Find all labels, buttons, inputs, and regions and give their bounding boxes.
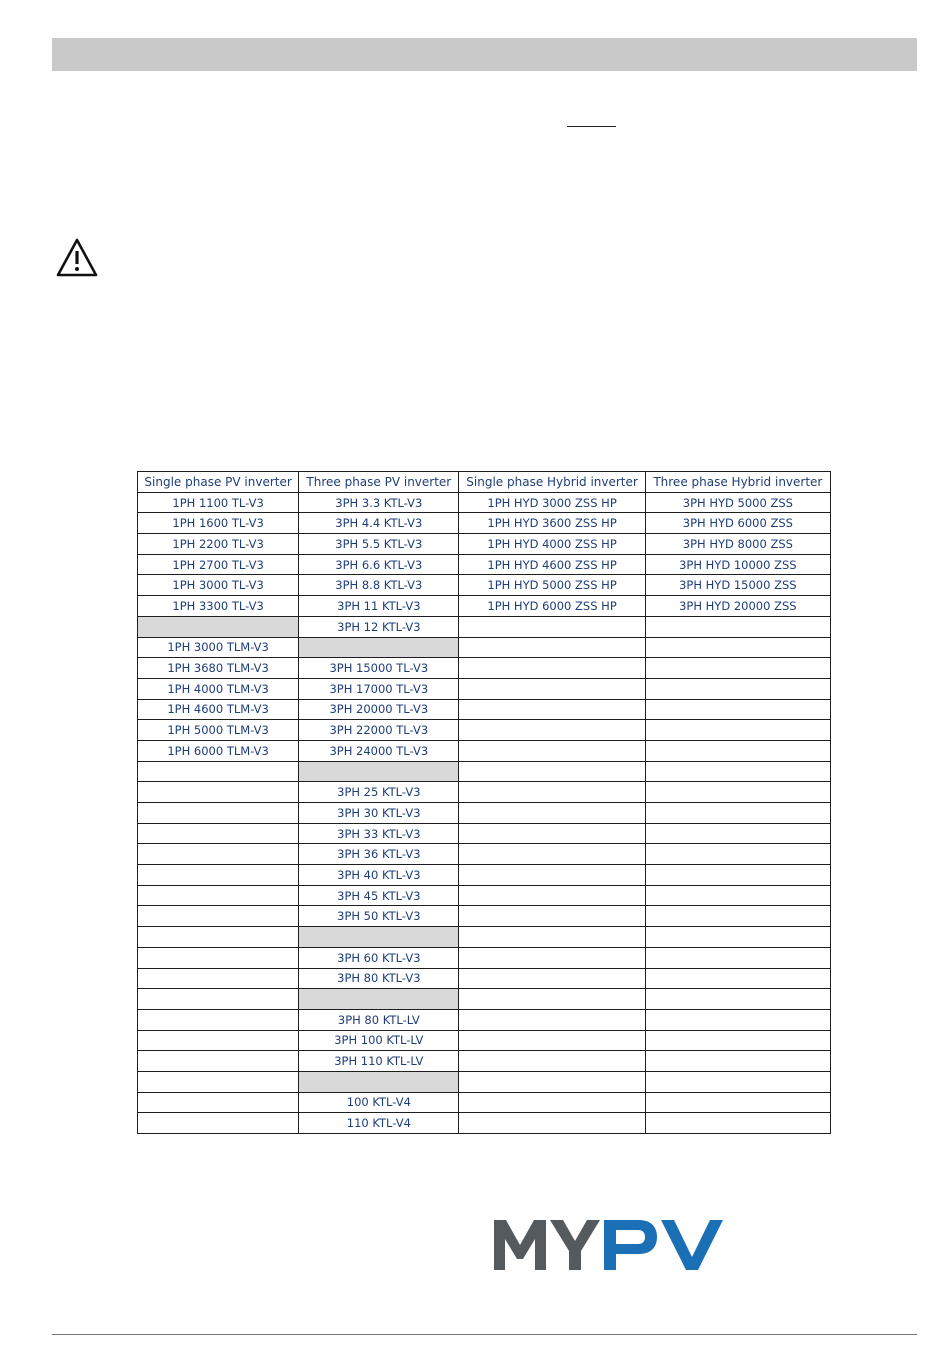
table-cell (645, 865, 830, 886)
table-cell (459, 782, 645, 803)
table-cell (645, 1051, 830, 1072)
table-row (138, 885, 831, 906)
table-cell (299, 1071, 459, 1092)
table-body (138, 492, 831, 1133)
table-cell (138, 782, 299, 803)
footer-rule (52, 1334, 917, 1335)
table-row (138, 1030, 831, 1051)
table-cell (138, 823, 299, 844)
table-cell: 1PH 4600 TLM-V3 (138, 699, 299, 720)
table-cell: 3PH HYD 6000 ZSS (645, 513, 830, 534)
column-header: Single phase Hybrid inverter (459, 472, 645, 493)
table-cell (645, 823, 830, 844)
underline-rule (567, 126, 616, 127)
table-cell: 3PH 11 KTL-V3 (299, 596, 459, 617)
table-cell (138, 865, 299, 886)
table-row (138, 720, 831, 741)
table-cell (645, 761, 830, 782)
column-header: Single phase PV inverter (138, 472, 299, 493)
table-cell: 1PH HYD 3000 ZSS HP (459, 492, 645, 513)
table-cell (138, 803, 299, 824)
table-cell (645, 658, 830, 679)
table-cell (138, 1071, 299, 1092)
table-cell: 1PH 2700 TL-V3 (138, 554, 299, 575)
table-row (138, 554, 831, 575)
table-cell (138, 1009, 299, 1030)
table-header-row (138, 472, 831, 493)
table-cell: 3PH 20000 TL-V3 (299, 699, 459, 720)
table-cell (645, 678, 830, 699)
table-row (138, 596, 831, 617)
table-cell (459, 616, 645, 637)
table-cell: 3PH HYD 8000 ZSS (645, 534, 830, 555)
table-cell (645, 699, 830, 720)
table-row (138, 1113, 831, 1134)
table-cell (645, 947, 830, 968)
table-cell: 1PH 4000 TLM-V3 (138, 678, 299, 699)
table-cell (645, 1009, 830, 1030)
table-cell: 1PH 5000 TLM-V3 (138, 720, 299, 741)
table-cell: 1PH HYD 4600 ZSS HP (459, 554, 645, 575)
mypv-logo (493, 1215, 753, 1275)
table-cell (138, 1092, 299, 1113)
table-cell: 3PH HYD 15000 ZSS (645, 575, 830, 596)
table-cell (645, 844, 830, 865)
table-cell: 3PH 25 KTL-V3 (299, 782, 459, 803)
table-cell: 3PH 24000 TL-V3 (299, 740, 459, 761)
table-cell: 3PH 5.5 KTL-V3 (299, 534, 459, 555)
table-cell (645, 968, 830, 989)
table-row (138, 927, 831, 948)
table-row (138, 1071, 831, 1092)
table-cell: 3PH 4.4 KTL-V3 (299, 513, 459, 534)
table-cell (138, 947, 299, 968)
table-row (138, 658, 831, 679)
table-cell: 3PH 6.6 KTL-V3 (299, 554, 459, 575)
table-cell: 3PH 33 KTL-V3 (299, 823, 459, 844)
table-cell (459, 637, 645, 658)
table-cell (459, 761, 645, 782)
table-cell: 1PH 1100 TL-V3 (138, 492, 299, 513)
table-row (138, 1092, 831, 1113)
table-row (138, 699, 831, 720)
table-cell (138, 1030, 299, 1051)
table-cell (645, 885, 830, 906)
table-cell (138, 927, 299, 948)
table-row (138, 823, 831, 844)
header-bar (52, 38, 917, 71)
table-cell: 3PH 30 KTL-V3 (299, 803, 459, 824)
table-cell (138, 989, 299, 1010)
table-cell: 1PH HYD 6000 ZSS HP (459, 596, 645, 617)
table-cell (459, 927, 645, 948)
table-cell: 1PH HYD 5000 ZSS HP (459, 575, 645, 596)
table-cell (459, 699, 645, 720)
table-cell (645, 906, 830, 927)
column-header: Three phase Hybrid inverter (645, 472, 830, 493)
table-cell: 3PH 12 KTL-V3 (299, 616, 459, 637)
table-cell: 1PH HYD 3600 ZSS HP (459, 513, 645, 534)
table-row (138, 534, 831, 555)
table-cell: 3PH 8.8 KTL-V3 (299, 575, 459, 596)
table-cell: 3PH 80 KTL-V3 (299, 968, 459, 989)
table-cell: 1PH 2200 TL-V3 (138, 534, 299, 555)
table-cell (459, 989, 645, 1010)
table-cell (459, 885, 645, 906)
table-cell (138, 761, 299, 782)
table-cell (459, 1071, 645, 1092)
table-row (138, 761, 831, 782)
table-row (138, 492, 831, 513)
table-cell (645, 740, 830, 761)
table-cell (459, 865, 645, 886)
table-cell (299, 637, 459, 658)
table-cell: 1PH 3300 TL-V3 (138, 596, 299, 617)
table-cell: 1PH 1600 TL-V3 (138, 513, 299, 534)
table-row (138, 865, 831, 886)
table-row (138, 968, 831, 989)
table-cell: 3PH 40 KTL-V3 (299, 865, 459, 886)
table-cell: 3PH 17000 TL-V3 (299, 678, 459, 699)
table-row (138, 616, 831, 637)
table-row (138, 947, 831, 968)
table-cell (645, 1030, 830, 1051)
table-row (138, 575, 831, 596)
table-cell: 3PH HYD 10000 ZSS (645, 554, 830, 575)
table-cell (138, 1113, 299, 1134)
table-cell (645, 616, 830, 637)
table-cell (645, 803, 830, 824)
table-cell: 3PH 60 KTL-V3 (299, 947, 459, 968)
table-cell (459, 720, 645, 741)
table-row (138, 844, 831, 865)
table-cell (459, 1009, 645, 1030)
table-cell (459, 1113, 645, 1134)
warning-triangle-icon (55, 236, 99, 280)
table-cell: 1PH 3680 TLM-V3 (138, 658, 299, 679)
table-cell (645, 1071, 830, 1092)
table-cell (138, 844, 299, 865)
table-cell: 3PH 15000 TL-V3 (299, 658, 459, 679)
table-cell: 3PH 110 KTL-LV (299, 1051, 459, 1072)
table-cell: 100 KTL-V4 (299, 1092, 459, 1113)
table-cell (645, 989, 830, 1010)
table-cell (138, 906, 299, 927)
table-cell (138, 616, 299, 637)
table-cell (459, 968, 645, 989)
table-cell (645, 1092, 830, 1113)
table-cell (459, 906, 645, 927)
table-cell: 3PH 80 KTL-LV (299, 1009, 459, 1030)
table-cell: 3PH 45 KTL-V3 (299, 885, 459, 906)
table-cell (299, 927, 459, 948)
table-row (138, 906, 831, 927)
table-cell (459, 740, 645, 761)
table-cell: 3PH HYD 20000 ZSS (645, 596, 830, 617)
table-cell: 3PH 100 KTL-LV (299, 1030, 459, 1051)
table-row (138, 637, 831, 658)
table-cell: 3PH HYD 5000 ZSS (645, 492, 830, 513)
table-cell: 110 KTL-V4 (299, 1113, 459, 1134)
column-header: Three phase PV inverter (299, 472, 459, 493)
table-cell: 1PH 6000 TLM-V3 (138, 740, 299, 761)
table-row (138, 678, 831, 699)
table-cell: 1PH 3000 TLM-V3 (138, 637, 299, 658)
table-cell (459, 803, 645, 824)
table-cell (645, 1113, 830, 1134)
table-cell (459, 1051, 645, 1072)
table-cell: 3PH 3.3 KTL-V3 (299, 492, 459, 513)
table-cell (299, 761, 459, 782)
table-cell (138, 968, 299, 989)
table-row (138, 1009, 831, 1030)
table-row (138, 513, 831, 534)
table-cell (299, 989, 459, 1010)
table-cell (459, 1030, 645, 1051)
table-cell (138, 1051, 299, 1072)
table-row (138, 782, 831, 803)
table-row (138, 803, 831, 824)
table-cell: 3PH 36 KTL-V3 (299, 844, 459, 865)
table-cell (645, 720, 830, 741)
table-cell: 1PH 3000 TL-V3 (138, 575, 299, 596)
table-cell: 1PH HYD 4000 ZSS HP (459, 534, 645, 555)
table-row (138, 740, 831, 761)
table-cell (459, 1092, 645, 1113)
table-cell (459, 678, 645, 699)
table-cell: 3PH 50 KTL-V3 (299, 906, 459, 927)
table-cell (459, 658, 645, 679)
table-cell (645, 637, 830, 658)
table-cell (645, 782, 830, 803)
table-cell (138, 885, 299, 906)
table-cell (459, 844, 645, 865)
table-cell: 3PH 22000 TL-V3 (299, 720, 459, 741)
table-cell (459, 823, 645, 844)
inverter-compatibility-table (137, 471, 831, 1134)
table-row (138, 1051, 831, 1072)
table-row (138, 989, 831, 1010)
table-cell (645, 927, 830, 948)
table-cell (459, 947, 645, 968)
